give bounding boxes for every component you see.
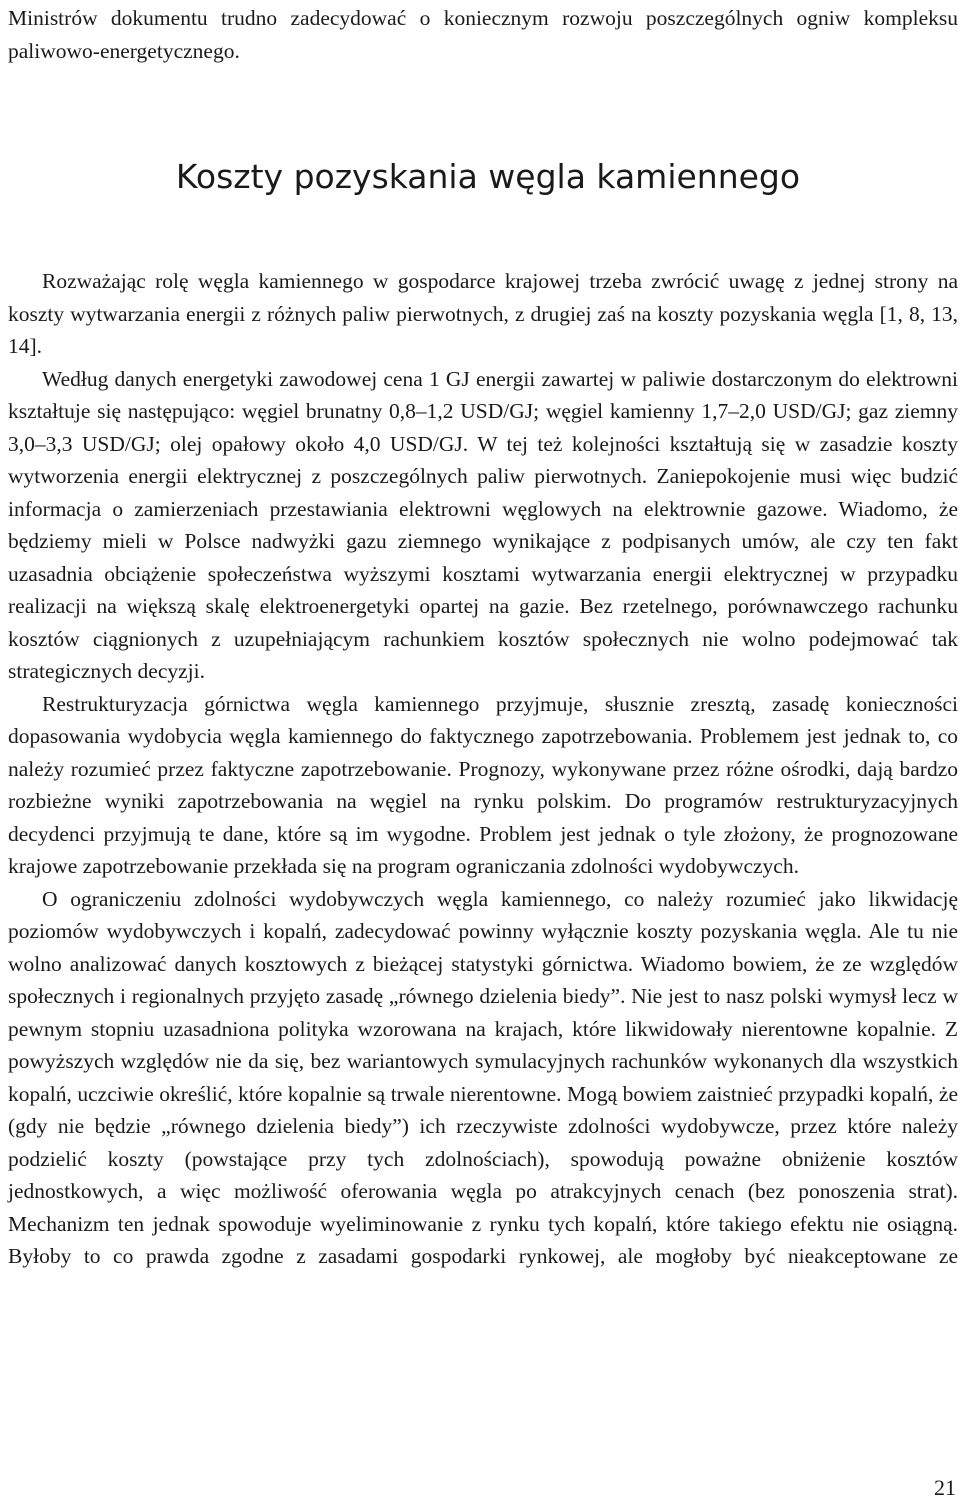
page-number: 21 — [934, 1475, 956, 1500]
paragraph-2: Według danych energetyki zawodowej cena 1 GJ energii zawartej w paliwie dostarczonym do elektrowni kształtuje się następująco: węgiel brunatny 0,8–1,2 USD/GJ; węgiel kamienny 1,7–2,0 USD/GJ; gaz ziemny 3,0–3,3 USD/GJ; olej opałowy około 4,0 USD/GJ. W tej też kolejności kształtują się w zasadzie koszty wytworzenia energii elektrycznej z poszczególnych paliw pierwotnych. Zaniepokojenie musi więc budzić informacja o zamierzeniach przestawiania elektrowni węglowych na elektrownie gazowe. Wiadomo, że będziemy mieli w Polsce nadwyżki gazu ziemnego wynikające z podpisanych umów, ale czy ten fakt uzasadnia obciążenie społeczeństwa wyższymi kosztami wytwarzania energii elektrycznej w przypadku realizacji na większą skalę elektroenergetyki opartej na gazie. Bez rzetelnego, porównawczego rachunku kosztów ciągnionych z uzupełniającym rachunkiem kosztów społecznych nie wolno podejmować tak strategicznych decyzji. — [8, 366, 958, 683]
section-title: Koszty pozyskania węgla kamiennego — [175, 157, 801, 196]
paragraph-4: O ograniczeniu zdolności wydobywczych węgla kamiennego, co należy rozumieć jako likwidację poziomów wydobywczych i kopalń, zadecydować powinny wyłącznie koszty pozyskania węgla. Ale tu nie wolno analizować danych kosztowych z bieżącej statystyki górnictwa. Wiadomo bowiem, że ze względów społecznych i regionalnych przyjęto zasadę „równego dzielenia biedy”. Nie jest to nasz polski wymysł lecz w pewnym stopniu uzasadniona polityka wzorowana na krajach, które likwidowały nierentowne kopalnie. Z powyższych względów nie da się, bez wariantowych symulacyjnych rachunków wykonanych dla wszystkich kopalń, uczciwie określić, które kopalnie są trwale nierentowne. Mogą bowiem zaistnieć przypadki kopalń, że (gdy nie będzie „równego dzielenia biedy”) ich rzeczywiste zdolności wydobywcze, przez które należy podzielić koszty (powstające przy tych zdolnościach), spowodują poważne obniżenie kosztów jednostkowych, a więc możliwość oferowania węgla po atrakcyjnych cenach (bez ponoszenia strat). Mechanizm ten jednak spowoduje wyeliminowanie z rynku tych kopalń, które takiego efektu nie osiągną. Byłoby to co prawda zgodne z zasadami gospodarki rynkowej, ale mogłoby być nieakceptowane ze — [8, 886, 958, 1268]
document-page — [8, 0, 958, 1506]
body-text — [8, 265, 958, 1273]
paragraph-1: Rozważając rolę węgla kamiennego w gospodarce krajowej trzeba zwrócić uwagę z jednej strony na koszty wytwarzania energii z różnych paliw pierwotnych, z drugiej zaś na koszty pozyskania węgla [1, 8, 13, 14]. — [8, 269, 958, 358]
intro-paragraph: Ministrów dokumentu trudno zadecydować o koniecznym rozwoju poszczególnych ogniw kompleksu paliwowo-energetycznego. — [8, 6, 958, 63]
paragraph-3: Restrukturyzacja górnictwa węgla kamiennego przyjmuje, słusznie zresztą, zasadę konieczności dopasowania wydobycia węgla kamiennego do faktycznego zapotrzebowania. Problemem jest jednak to, co należy rozumieć przez faktyczne zapotrzebowanie. Prognozy, wykonywane przez różne ośrodki, dają bardzo rozbieżne wyniki zapotrzebowania na węgiel na rynku polskim. Do programów restrukturyzacyjnych decydenci przyjmują te dane, które są im wygodne. Problem jest jednak o tyle złożony, że prognozowane krajowe zapotrzebowanie przekłada się na program ograniczania zdolności wydobywczych. — [8, 691, 958, 878]
